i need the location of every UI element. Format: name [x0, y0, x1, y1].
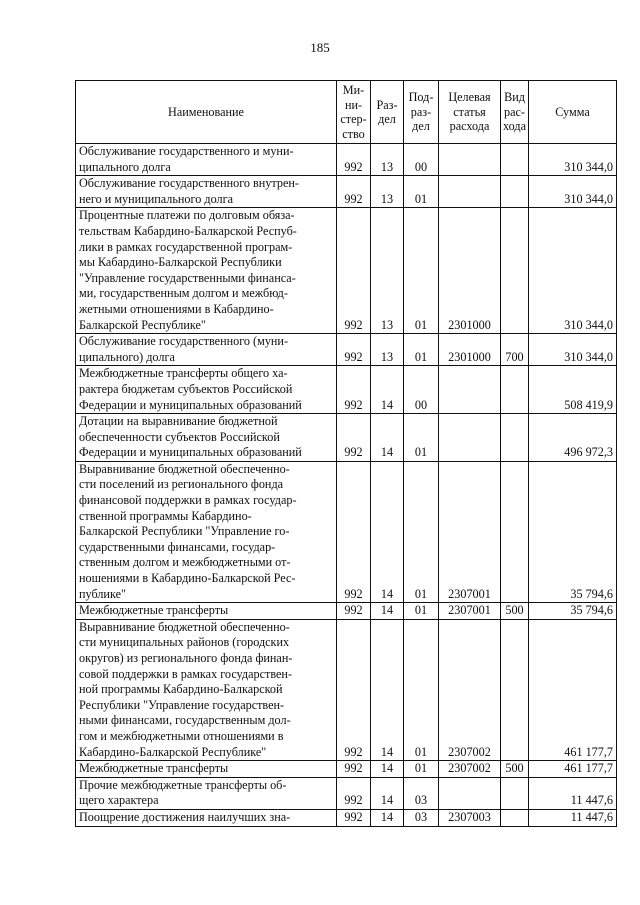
page-number: 185: [310, 40, 330, 55]
table-row: [76, 144, 617, 176]
cell-name: Обслуживание государственного и муни- ципального долга: [76, 144, 337, 176]
cell-name: Поощрение достижения наилучших зна-: [76, 809, 337, 826]
cell-sum: 310 344,0: [529, 208, 617, 334]
cell-type: 700: [501, 334, 529, 366]
cell-name: Межбюджетные трансферты: [76, 761, 337, 778]
cell-type: [501, 144, 529, 176]
cell-name: Выравнивание бюджетной обеспеченно- сти муниципальных районов (городских округов) из регионального фонда финан- совой поддержки в рамках государствен- ной программы Кабардино-Балкарской Республики "Управление государствен- ными финансами, государственным дол- гом и межбюджетными отношениями в Кабардино-Балкарской Республике": [76, 619, 337, 760]
cell-target: 2307001: [439, 461, 501, 602]
cell-ministry: 992: [337, 777, 371, 809]
cell-sum: 508 419,9: [529, 366, 617, 414]
cell-type: [501, 176, 529, 208]
header-section: Раз- дел: [371, 81, 404, 144]
cell-subsection: 01: [404, 208, 439, 334]
cell-sum: 310 344,0: [529, 334, 617, 366]
table-row: [76, 619, 617, 760]
header-sum: Сумма: [529, 81, 617, 144]
cell-section: 14: [371, 366, 404, 414]
table-row: [76, 777, 617, 809]
cell-subsection: 00: [404, 366, 439, 414]
cell-ministry: 992: [337, 619, 371, 760]
table-body: [76, 144, 617, 827]
cell-section: 14: [371, 603, 404, 620]
cell-section: 13: [371, 176, 404, 208]
cell-subsection: 03: [404, 809, 439, 826]
cell-section: 14: [371, 761, 404, 778]
cell-sum: 35 794,6: [529, 603, 617, 620]
cell-subsection: 03: [404, 777, 439, 809]
budget-table: [75, 80, 617, 827]
cell-subsection: 01: [404, 603, 439, 620]
cell-ministry: 992: [337, 414, 371, 462]
cell-ministry: 992: [337, 366, 371, 414]
cell-ministry: 992: [337, 334, 371, 366]
cell-ministry: 992: [337, 208, 371, 334]
cell-name: Прочие межбюджетные трансферты об- щего характера: [76, 777, 337, 809]
cell-type: 500: [501, 761, 529, 778]
header-ministry: Ми- ни- стер- ство: [337, 81, 371, 144]
cell-target: 2307003: [439, 809, 501, 826]
header-type: Вид рас- хода: [501, 81, 529, 144]
header-name: Наименование: [76, 81, 337, 144]
cell-subsection: 01: [404, 761, 439, 778]
cell-section: 13: [371, 334, 404, 366]
cell-name: Межбюджетные трансферты общего ха- рактера бюджетам субъектов Российской Федерации и муниципальных образований: [76, 366, 337, 414]
cell-subsection: 01: [404, 176, 439, 208]
cell-subsection: 01: [404, 334, 439, 366]
cell-sum: 310 344,0: [529, 176, 617, 208]
cell-section: 13: [371, 208, 404, 334]
table-row: [76, 176, 617, 208]
header-row: [76, 81, 617, 144]
cell-subsection: 00: [404, 144, 439, 176]
cell-target: [439, 414, 501, 462]
table-header: [76, 81, 617, 144]
cell-section: 14: [371, 619, 404, 760]
cell-target: 2307001: [439, 603, 501, 620]
cell-sum: 496 972,3: [529, 414, 617, 462]
cell-type: [501, 366, 529, 414]
cell-target: 2307002: [439, 761, 501, 778]
cell-type: [501, 809, 529, 826]
table-row: [76, 208, 617, 334]
cell-sum: 35 794,6: [529, 461, 617, 602]
header-target: Целевая статья расхода: [439, 81, 501, 144]
cell-type: [501, 461, 529, 602]
cell-type: [501, 619, 529, 760]
cell-name: Процентные платежи по долговым обяза- тельствам Кабардино-Балкарской Респуб- лики в рамках государственной програм- мы Кабардино-Балкарской Республики "Управление государственными финанса- ми, государственным долгом и межбюд- жетными отношениями в Кабардино- Балкарской Республике": [76, 208, 337, 334]
table-row: [76, 366, 617, 414]
cell-ministry: 992: [337, 144, 371, 176]
cell-name: Дотации на выравнивание бюджетной обеспеченности субъектов Российской Федерации и муниципальных образований: [76, 414, 337, 462]
cell-target: [439, 777, 501, 809]
cell-target: 2307002: [439, 619, 501, 760]
cell-subsection: 01: [404, 461, 439, 602]
cell-section: 14: [371, 777, 404, 809]
cell-target: 2301000: [439, 208, 501, 334]
cell-target: 2301000: [439, 334, 501, 366]
cell-subsection: 01: [404, 414, 439, 462]
table-row: [76, 761, 617, 778]
cell-target: [439, 366, 501, 414]
cell-section: 14: [371, 461, 404, 602]
cell-type: [501, 414, 529, 462]
cell-sum: 461 177,7: [529, 619, 617, 760]
cell-subsection: 01: [404, 619, 439, 760]
cell-ministry: 992: [337, 176, 371, 208]
cell-ministry: 992: [337, 603, 371, 620]
cell-section: 14: [371, 809, 404, 826]
cell-section: 14: [371, 414, 404, 462]
table-row: [76, 603, 617, 620]
table-row: [76, 809, 617, 826]
cell-name: Выравнивание бюджетной обеспеченно- сти поселений из регионального фонда финансовой поддержки в рамках государ- ственной программы Кабардино- Балкарской Республики "Управление го- сударственными финансами, государ- ственным долгом и межбюджетными от- ношениями в Кабардино-Балкарской Рес- публике": [76, 461, 337, 602]
cell-sum: 11 447,6: [529, 809, 617, 826]
cell-target: [439, 176, 501, 208]
cell-ministry: 992: [337, 761, 371, 778]
cell-sum: 461 177,7: [529, 761, 617, 778]
cell-name: Обслуживание государственного внутрен- него и муниципального долга: [76, 176, 337, 208]
table-row: [76, 334, 617, 366]
cell-type: [501, 777, 529, 809]
cell-ministry: 992: [337, 461, 371, 602]
cell-type: [501, 208, 529, 334]
header-subsection: Под- раз- дел: [404, 81, 439, 144]
cell-section: 13: [371, 144, 404, 176]
cell-name: Межбюджетные трансферты: [76, 603, 337, 620]
cell-name: Обслуживание государственного (муни- ципального) долга: [76, 334, 337, 366]
cell-target: [439, 144, 501, 176]
table-row: [76, 414, 617, 462]
table-row: [76, 461, 617, 602]
cell-sum: 310 344,0: [529, 144, 617, 176]
cell-type: 500: [501, 603, 529, 620]
cell-sum: 11 447,6: [529, 777, 617, 809]
cell-ministry: 992: [337, 809, 371, 826]
